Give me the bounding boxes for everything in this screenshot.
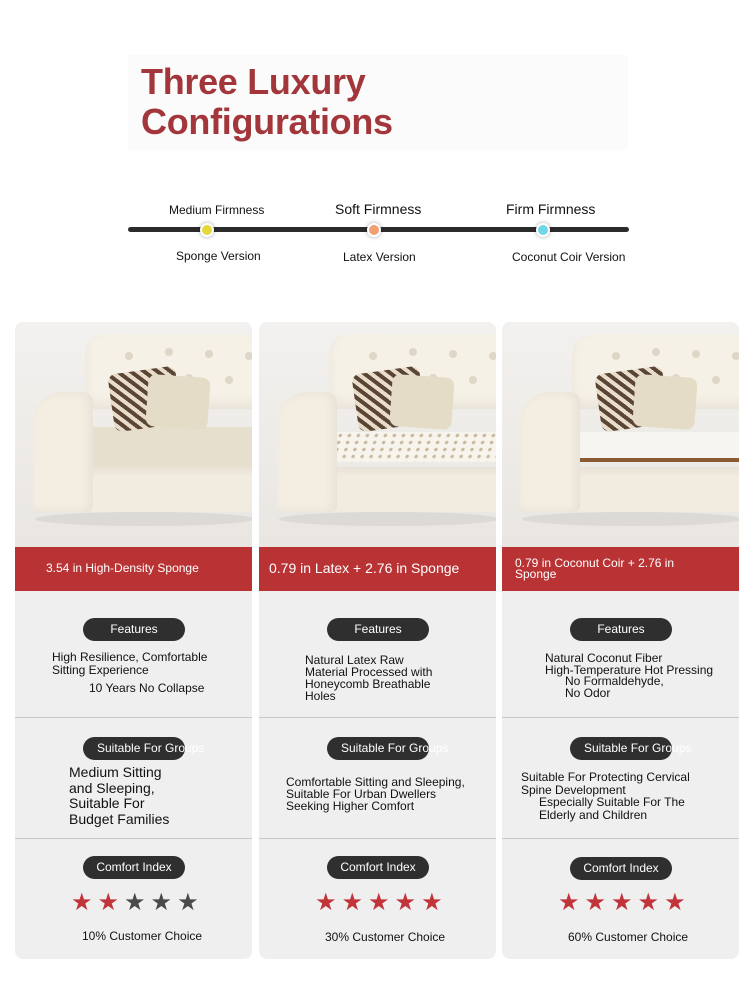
suitable-line: Elderly and Children — [539, 807, 648, 822]
version-label-sponge: Sponge Version — [176, 249, 261, 263]
divider — [15, 717, 252, 718]
star-icon: ★ — [71, 889, 93, 916]
spec-banner-text: 0.79 in Latex + 2.76 in Sponge — [269, 560, 460, 576]
tuft — [409, 348, 417, 356]
spec-banner-line: Sponge — [515, 567, 557, 581]
tuft — [612, 352, 620, 360]
version-label-latex: Latex Version — [343, 250, 416, 264]
divider — [502, 838, 739, 839]
spec-banner — [502, 547, 739, 591]
star-icon: ★ — [368, 889, 390, 916]
suitable-line: and Sleeping, — [69, 779, 155, 796]
suitable-text — [69, 765, 169, 827]
suitable-line: Seeking Higher Comfort — [286, 799, 415, 813]
page-title — [141, 62, 393, 142]
suitable-pill: Suitable For Groups — [83, 737, 185, 760]
tuft — [692, 350, 700, 358]
tuft — [469, 376, 477, 384]
page-title-line-2: Configurations — [141, 101, 393, 142]
suitable-line: Medium Sitting — [69, 764, 162, 780]
tuft — [652, 348, 660, 356]
suitable-text — [521, 771, 690, 821]
tuft — [225, 376, 233, 384]
star-icon: ★ — [637, 889, 660, 916]
star-icon: ★ — [394, 889, 417, 916]
comfort-index-pill: Comfort Index — [570, 857, 672, 880]
tuft — [205, 350, 213, 358]
star-icon: ★ — [558, 889, 580, 916]
features-text — [52, 651, 207, 695]
features-line: High-Temperature Hot Pressing — [545, 662, 714, 677]
features-pill: Features — [83, 618, 185, 641]
features-pill: Features — [570, 618, 672, 641]
config-card-sponge[interactable] — [15, 322, 252, 959]
star-icon: ★ — [421, 889, 443, 916]
sofa-arm — [277, 392, 337, 512]
config-card-latex[interactable] — [259, 322, 496, 959]
features-text — [305, 654, 432, 702]
spec-banner-text — [515, 558, 674, 580]
star-icon: ★ — [611, 889, 633, 916]
tuft — [449, 350, 457, 358]
star-icon: ★ — [124, 889, 146, 916]
config-card-coconut-coir[interactable] — [502, 322, 739, 959]
tuft — [489, 352, 496, 360]
suitable-line: Spine Development — [521, 782, 626, 797]
plain-pillow — [632, 374, 697, 430]
plain-pillow — [145, 374, 210, 430]
star-icon: ★ — [97, 889, 120, 916]
spec-banner — [15, 547, 252, 591]
spec-banner-line: 0.79 in Coconut Coir + 2.76 in — [515, 556, 675, 570]
star-icon: ★ — [315, 889, 337, 916]
features-line: Material Processed with — [305, 665, 433, 679]
suitable-line: Suitable For Urban Dwellers — [286, 787, 437, 801]
spec-banner-text: 3.54 in High-Density Sponge — [46, 561, 199, 575]
divider — [259, 717, 496, 718]
slider-dot-sponge[interactable] — [200, 223, 214, 237]
suitable-pill: Suitable For Groups — [327, 737, 429, 760]
comfort-index-pill: Comfort Index — [327, 856, 429, 879]
suitable-line: Suitable For — [69, 795, 145, 811]
tuft — [165, 348, 173, 356]
star-icon: ★ — [584, 889, 607, 916]
star-icon: ★ — [664, 889, 686, 916]
star-icon: ★ — [177, 889, 199, 916]
tuft — [245, 352, 252, 360]
plain-pillow — [389, 374, 454, 430]
suitable-line: Comfortable Sitting and Sleeping, — [286, 775, 465, 789]
customer-choice: 30% Customer Choice — [325, 930, 446, 944]
sofa-image-coconut-coir — [502, 322, 739, 547]
rating-stars — [71, 891, 199, 915]
tuft — [732, 352, 739, 360]
features-line: Natural Coconut Fiber — [545, 651, 663, 665]
divider — [15, 838, 252, 839]
features-line: High Resilience, Comfortable — [52, 650, 208, 664]
tuft — [125, 352, 133, 360]
floor-shadow — [279, 512, 496, 526]
features-pill: Features — [327, 618, 429, 641]
features-text — [545, 653, 713, 699]
firmness-label-soft: Soft Firmness — [335, 201, 422, 217]
spec-banner — [259, 547, 496, 591]
sofa-image-latex — [259, 322, 496, 547]
sofa-image-sponge — [15, 322, 252, 547]
features-line: Honeycomb Breathable — [305, 677, 431, 691]
slider-dot-coir[interactable] — [536, 223, 550, 237]
suitable-line: Especially Suitable For The — [539, 795, 685, 809]
features-line: 10 Years No Collapse — [89, 681, 205, 695]
star-icon: ★ — [341, 889, 364, 916]
customer-choice: 60% Customer Choice — [568, 930, 689, 944]
rating-stars — [315, 891, 443, 915]
page-title-line-1: Three Luxury — [141, 61, 366, 102]
firmness-label-firm: Firm Firmness — [506, 201, 596, 217]
comfort-index-pill: Comfort Index — [83, 856, 185, 879]
version-label-coir: Coconut Coir Version — [512, 250, 626, 264]
features-line: Holes — [305, 689, 336, 703]
slider-dot-latex[interactable] — [367, 223, 381, 237]
sofa-arm — [520, 392, 580, 512]
tuft — [712, 376, 720, 384]
features-line: No Formaldehyde, — [565, 674, 664, 688]
floor-shadow — [35, 512, 252, 526]
tuft — [369, 352, 377, 360]
floor-shadow — [522, 512, 739, 526]
rating-stars — [558, 891, 686, 915]
suitable-line: Suitable For Protecting Cervical — [521, 770, 690, 784]
sofa-arm — [33, 392, 93, 512]
divider — [502, 717, 739, 718]
star-icon: ★ — [150, 889, 173, 916]
divider — [259, 838, 496, 839]
features-line: No Odor — [565, 685, 611, 700]
suitable-line: Budget Families — [69, 810, 170, 827]
features-line: Sitting Experience — [52, 663, 149, 677]
features-line: Natural Latex Raw — [305, 653, 404, 667]
customer-choice: 10% Customer Choice — [82, 929, 203, 943]
suitable-text — [286, 776, 465, 812]
suitable-pill: Suitable For Groups — [570, 737, 672, 760]
firmness-label-medium: Medium Firmness — [169, 203, 265, 217]
